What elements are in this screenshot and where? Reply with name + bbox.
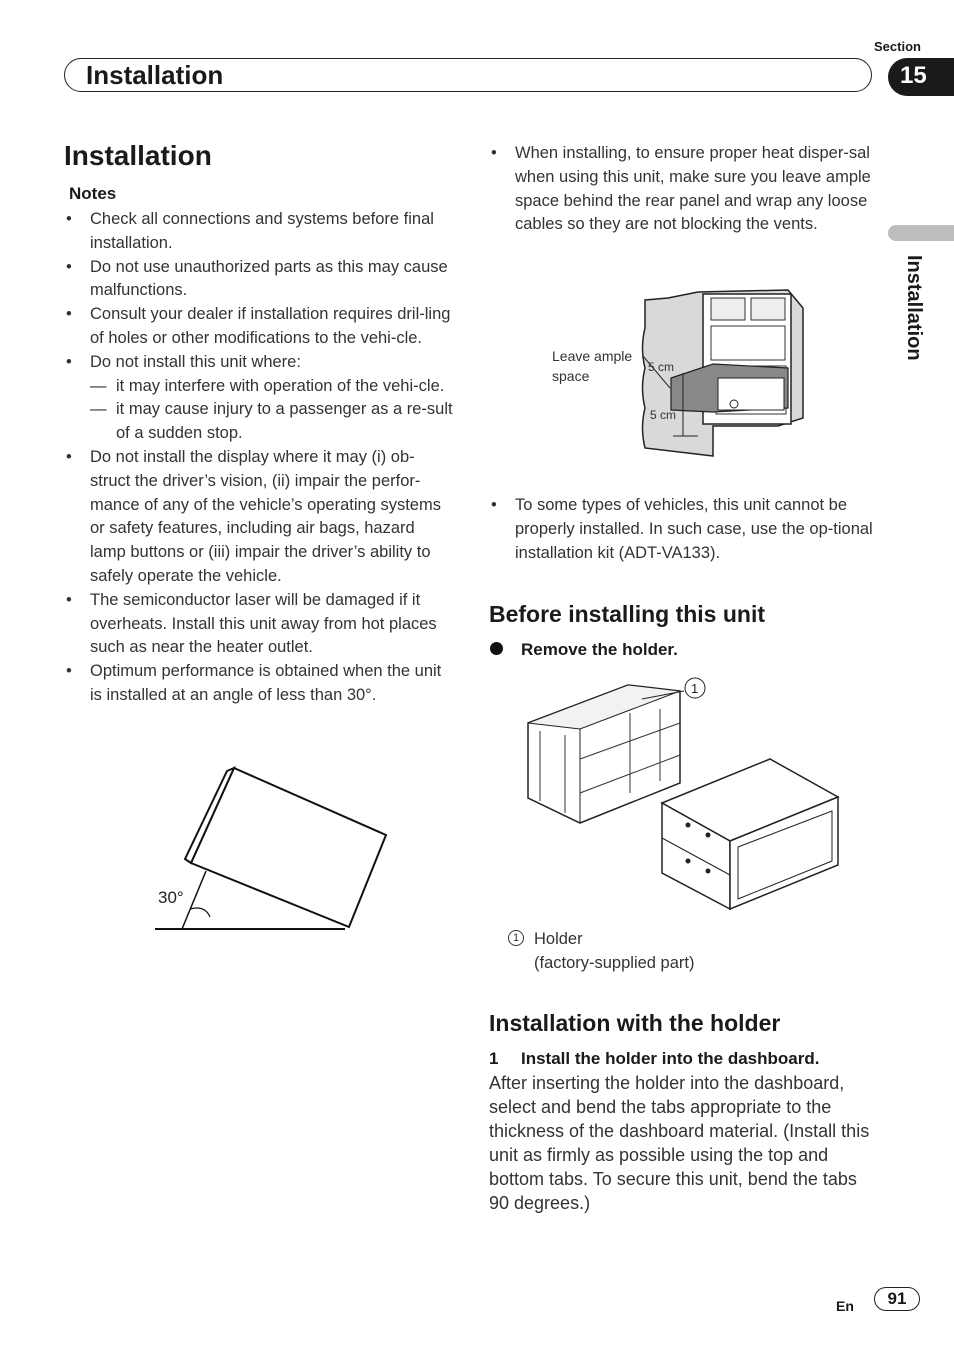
sub-list-item: — it may interfere with operation of the vehi-cle. [90,376,445,395]
list-item: • Do not install the display where it may (i) ob-struct the driver’s vision, (ii) impair the perfor-mance of any of the vehicle’s operating systems or safety features, including air bags, hazard lamp buttons or (iii) impair the driver’s ability to safely operate the vehicle. [66,447,441,585]
heat-note [489,142,873,237]
caption-line-1: Holder [534,930,583,948]
holder-caption [508,928,694,976]
step-bullet-icon [490,642,503,655]
header-title: Installation [86,60,224,90]
section-number-badge: 15 [888,58,954,96]
dimension-top: 5 cm [648,360,675,374]
leave-space-label: Leave ample space [552,348,633,384]
notes-list [64,208,454,708]
list-item: • To some types of vehicles, this unit cannot be properly installed. In such case, use the op-tional installation kit (ADT-VA133). [491,496,873,562]
step-number: 1 [489,1049,499,1068]
page-number: 91 [874,1287,920,1311]
list-item: • Do not install this unit where: [66,352,301,371]
callout-number: 1 [691,681,699,696]
sub-list-item: — it may cause injury to a passenger as a re-sult of a sudden stop. [90,400,453,443]
list-item: • When installing, to ensure proper heat disper-sal when using this unit, make sure you leave ample space behind the rear panel and wrap any loose cables so they are not blocking the vents. [491,144,871,234]
footer-language: En [836,1298,854,1314]
caption-line-2: (factory-supplied part) [534,953,695,972]
with-holder-heading: Installation with the holder [489,1010,781,1036]
angle-label: 30° [158,888,184,907]
step-paragraph: After inserting the holder into the dashboard, select and bend the tabs appropriate to the thickness of the dashboard material. (Install this unit as firmly as possible using the top and bottom tabs. To secure this unit, bend the tabs 90 degrees.) [489,1073,870,1213]
list-item: • The semiconductor laser will be damaged if it overheats. Install this unit away from hot places such as near the heater outlet. [66,590,437,657]
list-item: • Do not use unauthorized parts as this may cause malfunctions. [66,257,448,300]
page-title: Installation [64,140,212,171]
holder-figure [520,673,850,923]
step-text: Install the holder into the dashboard. [521,1049,820,1068]
angle-figure [150,765,395,935]
kit-note [489,494,873,565]
side-tab-bar [888,225,954,241]
side-tab-label: Installation [903,255,925,361]
notes-heading: Notes [69,184,117,203]
caption-number: 1 [508,930,524,946]
side-tab [877,255,937,395]
list-item: • Check all connections and systems before final installation. [66,210,434,252]
list-item: • Optimum performance is obtained when the unit is installed at an angle of less than 30°. [66,662,442,704]
dimension-bottom: 5 cm [650,408,677,422]
list-item: • Consult your dealer if installation requires dril-ling of holes or other modifications to the vehi-cle. [66,305,451,347]
before-installing-heading: Before installing this unit [489,601,766,627]
section-label: Section [874,39,921,54]
remove-holder-step: Remove the holder. [521,640,678,659]
